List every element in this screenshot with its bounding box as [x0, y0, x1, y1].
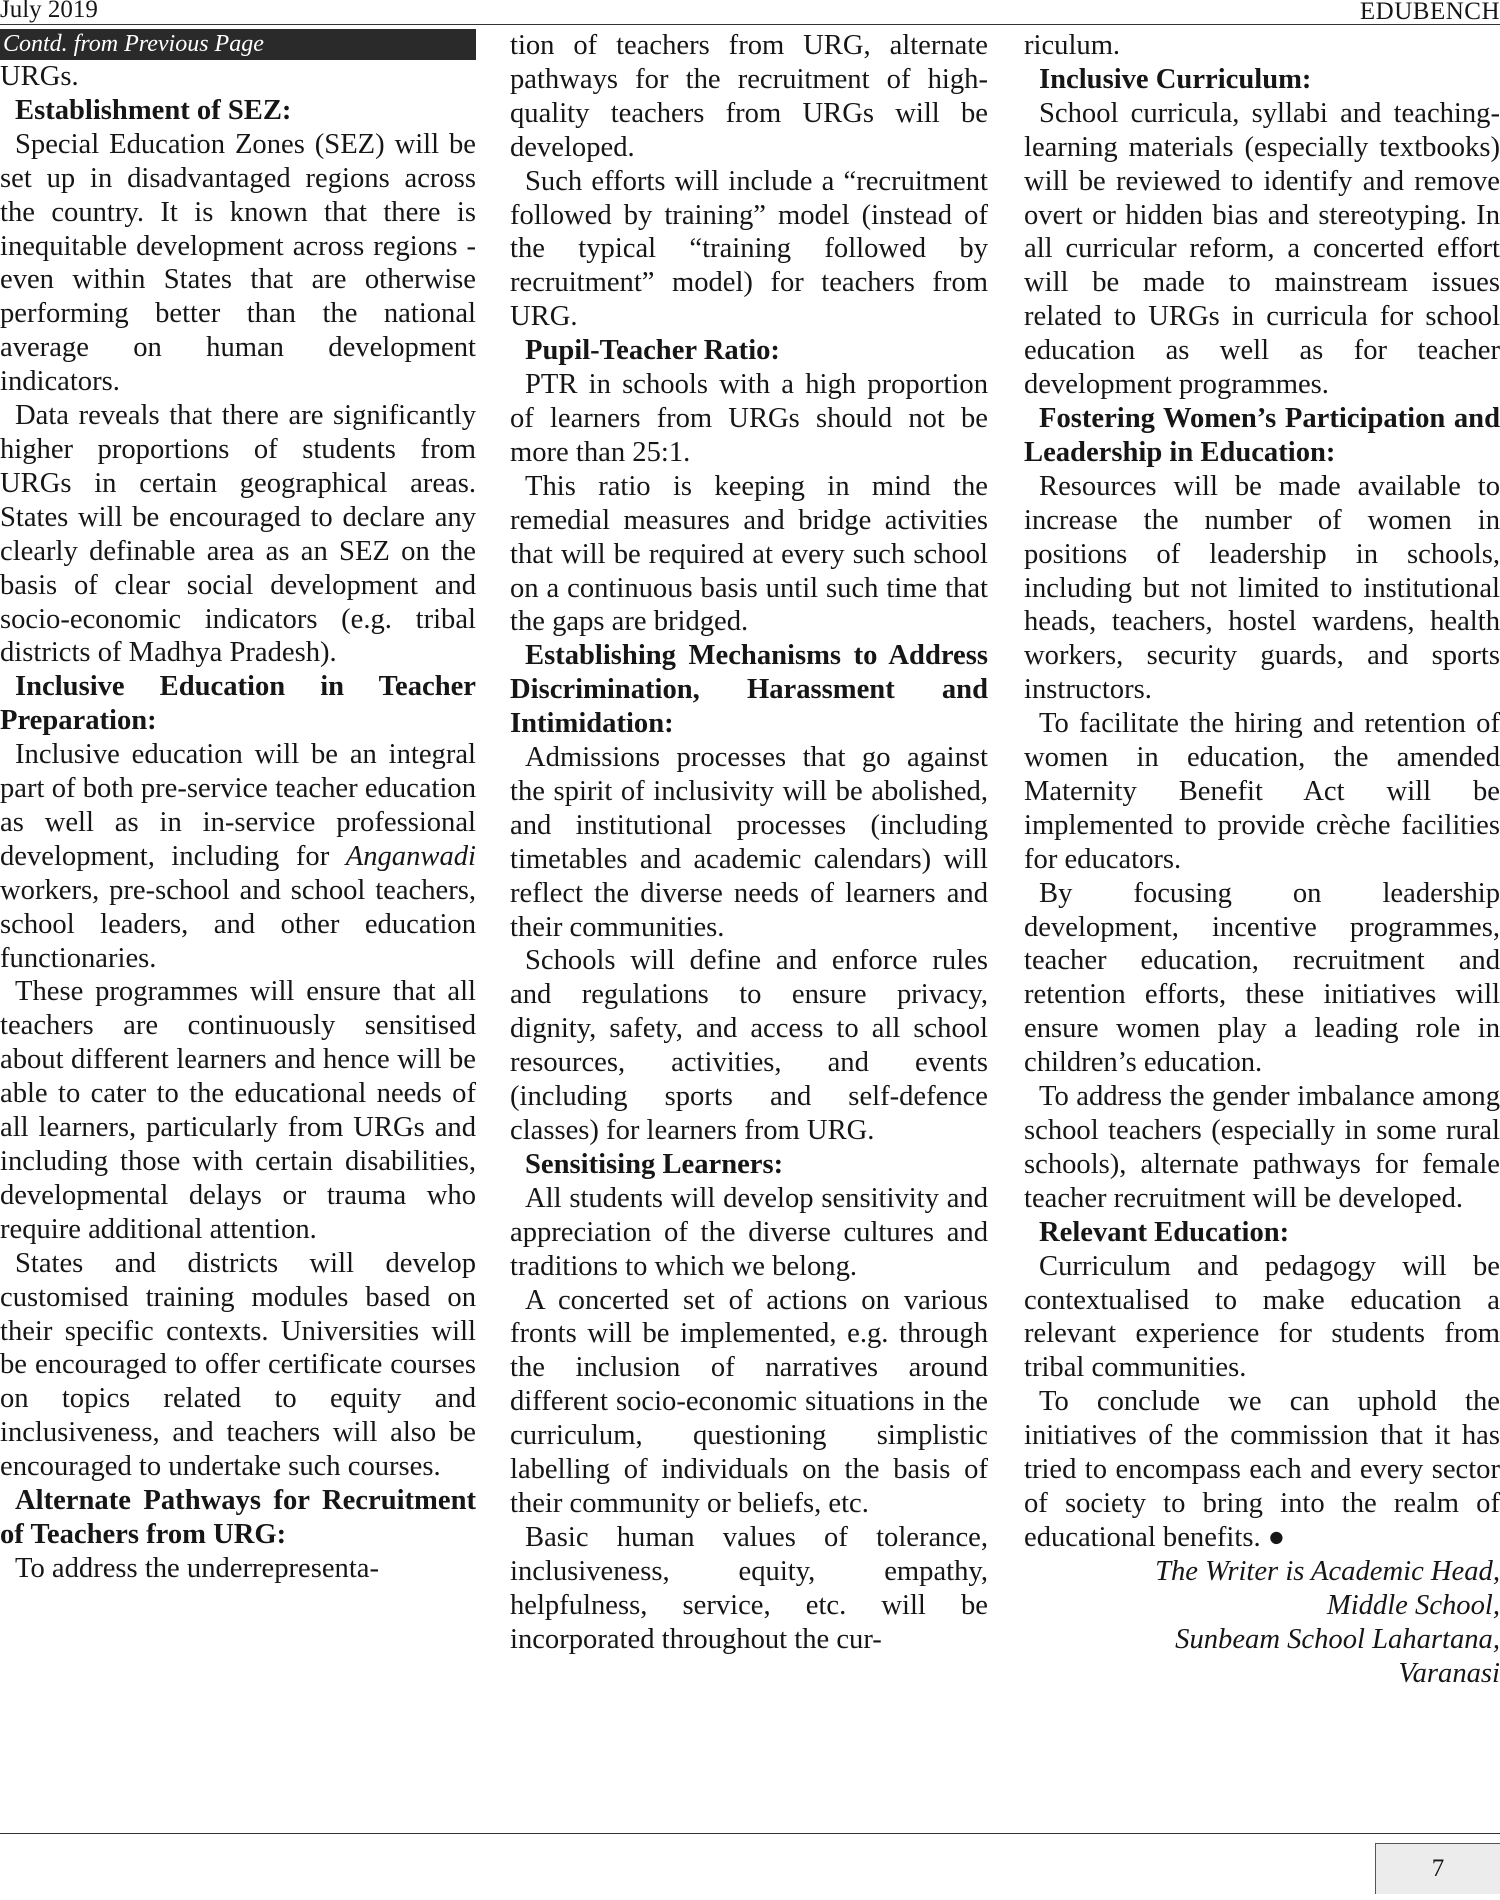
- continued-banner: Contd. from Previous Page: [0, 29, 476, 60]
- section-heading-ptr: Pupil-Teacher Ratio:: [525, 335, 780, 367]
- paragraph: These programmes will ensure that all teachers are continuously sensitised about different learners and hence will be able to cater to the educational needs of all learners, particularly from URGs and including those with certain disabilities, developmental delays or trauma who require additional attention.: [0, 976, 476, 1245]
- article-column-1: [0, 29, 476, 1819]
- paragraph: Basic human values of tolerance, inclusiveness, equity, empathy, helpfulness, service, etc. will be incorporated throughout the cur-: [510, 1521, 988, 1655]
- section-heading-discrimination: Establishing Mechanisms to Address Discrimination, Harassment and Intimidation:: [510, 640, 988, 740]
- signature-line: Varanasi: [1398, 1657, 1500, 1689]
- signature-line: The Writer is Academic Head,: [1155, 1555, 1500, 1587]
- signature-line: Sunbeam School Lahartana,: [1175, 1623, 1500, 1655]
- paragraph-text: Inclusive education will be an integral part of both pre-service teacher education as well as in in-service professional development, including for: [0, 739, 476, 872]
- paragraph-text: To conclude we can uphold the initiatives of the commission that it has tried to encompass each and every sector of society to bring into the realm of educational benefits.: [1024, 1386, 1500, 1553]
- paragraph: riculum.: [1024, 30, 1121, 61]
- page-header: [0, 0, 1500, 25]
- paragraph: Schools will define and enforce rules and regulations to ensure privacy, dignity, safety, and access to all school resources, activities, and events (including sports and self-defence classes) for learners from URG.: [510, 945, 988, 1146]
- section-heading-alternate-pathways: Alternate Pathways for Recruitment of Teachers from URG:: [0, 1485, 476, 1550]
- signature-line: Middle School,: [1326, 1589, 1500, 1621]
- end-bullet-icon: ●: [1267, 1521, 1286, 1553]
- section-heading-sez: Establishment of SEZ:: [15, 94, 292, 126]
- magazine-name: EDUBENCH: [1359, 0, 1500, 25]
- section-heading-womens-participation: Fostering Women’s Participation and Leadership in Education:: [1024, 402, 1500, 468]
- paragraph: [1024, 1385, 1500, 1555]
- paragraph: tion of teachers from URG, alternate pathways for the recruitment of high-quality teachers from URGs will be developed.: [510, 30, 988, 163]
- paragraph: PTR in schools with a high proportion of learners from URGs should not be more than 25:1.: [510, 369, 988, 468]
- paragraph: Data reveals that there are significantly higher proportions of students from URGs in certain geographical areas. States will be encouraged to declare any clearly definable area as an SEZ on the basis of clear social development and socio-economic indicators (e.g. tribal districts of Madhya Pradesh).: [0, 400, 476, 669]
- paragraph: URGs.: [0, 61, 79, 92]
- footer-divider: [0, 1833, 1500, 1834]
- paragraph: By focusing on leadership development, incentive programmes, teacher education, recruitment and retention efforts, these initiatives will ensure women play a leading role in children’s education.: [1024, 877, 1500, 1079]
- emphasis-term: Anganwadi: [345, 840, 476, 872]
- author-signature: [1024, 1555, 1500, 1691]
- paragraph-text: workers, pre-school and school teachers, school leaders, and other education functionaries.: [0, 874, 476, 974]
- article-column-2: [510, 29, 988, 1819]
- paragraph: To facilitate the hiring and retention of women in education, the amended Maternity Benefit Act will be implemented to provide crèche facilities for educators.: [1024, 708, 1500, 875]
- paragraph: Such efforts will include a “recruitment followed by training” model (instead of the typical “training followed by recruitment” model) for teachers from URG.: [510, 165, 988, 333]
- section-heading-teacher-preparation: Inclusive Education in Teacher Preparation:: [0, 671, 476, 737]
- paragraph: Curriculum and pedagogy will be contextualised to make education a relevant experience for students from tribal communities.: [1024, 1250, 1500, 1384]
- section-heading-sensitising: Sensitising Learners:: [525, 1148, 784, 1180]
- paragraph: This ratio is keeping in mind the remedial measures and bridge activities that will be required at every such school on a continuous basis until such time that the gaps are bridged.: [510, 470, 988, 638]
- paragraph: To address the gender imbalance among school teachers (especially in some rural schools), alternate pathways for female teacher recruitment will be developed.: [1024, 1081, 1500, 1214]
- paragraph: Admissions processes that go against the spirit of inclusivity will be abolished, and institutional processes (including timetables and academic calendars) will reflect the diverse needs of learners and their communities.: [510, 742, 988, 943]
- paragraph: Resources will be made available to increase the number of women in positions of leadership in schools, including but not limited to institutional heads, teachers, hostel wardens, health workers, security guards, and sports instructors.: [1024, 470, 1500, 706]
- paragraph: To address the underrepresenta-: [15, 1552, 379, 1584]
- section-heading-inclusive-curriculum: Inclusive Curriculum:: [1039, 63, 1312, 95]
- paragraph: School curricula, syllabi and teaching-learning materials (especially textbooks) will be reviewed to identify and remove overt or hidden bias and stereotyping. In all curricular reform, a concerted effort will be made to mainstream issues related to URGs in curricula for school education as well as for teacher development programmes.: [1024, 97, 1500, 401]
- paragraph: States and districts will develop customised training modules based on their specific contexts. Universities will be encouraged to offer certificate courses on topics related to equity and inclusiveness, and teachers will also be encouraged to undertake such courses.: [0, 1247, 476, 1483]
- page-number-box: [1375, 1843, 1500, 1894]
- page-number: 7: [1431, 1855, 1445, 1882]
- article-column-3: [1024, 29, 1500, 1819]
- paragraph: A concerted set of actions on various fronts will be implemented, e.g. through the inclusion of narratives around different socio-economic situations in the curriculum, questioning simplistic labelling of individuals on the basis of their community or beliefs, etc.: [510, 1284, 988, 1519]
- paragraph: Special Education Zones (SEZ) will be set up in disadvantaged regions across the country. It is known that there is inequitable development across regions - even within States that are otherwise performing better than the national average on human development indicators.: [0, 128, 476, 398]
- paragraph: [0, 738, 476, 975]
- section-heading-relevant-education: Relevant Education:: [1039, 1216, 1290, 1248]
- paragraph: All students will develop sensitivity and appreciation of the diverse cultures and traditions to which we belong.: [510, 1182, 988, 1282]
- issue-date: July 2019: [0, 0, 98, 23]
